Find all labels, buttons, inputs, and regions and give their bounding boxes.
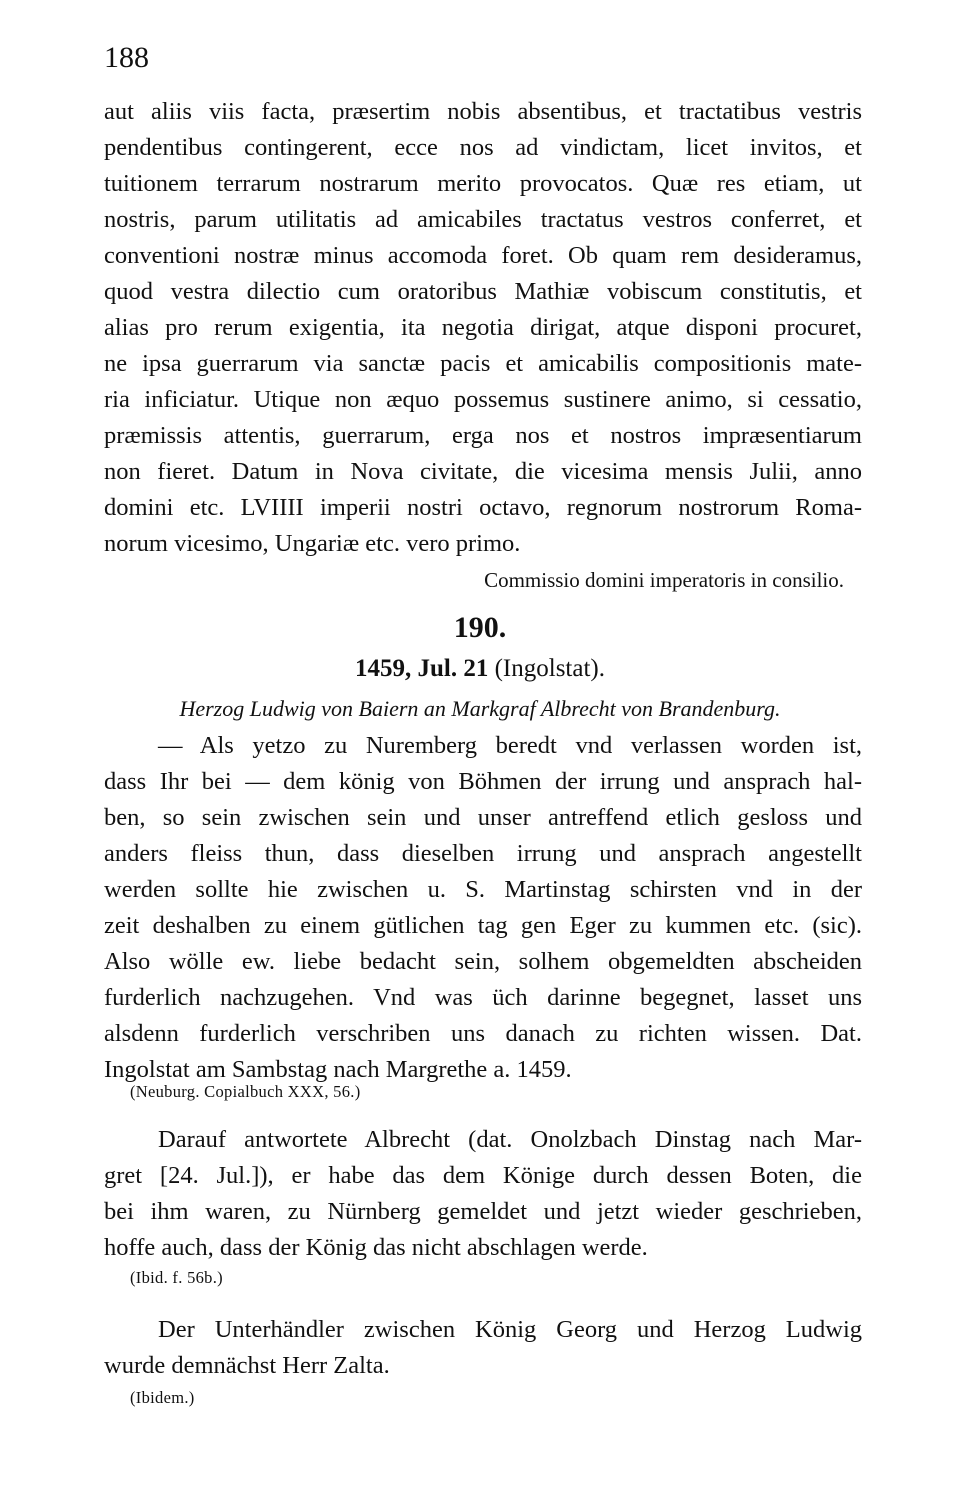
- text-line: ben, so sein zwischen sein und unser antreffend etlich gesloss und: [104, 804, 862, 831]
- text-line: conventioni nostræ minus accomoda foret. Ob quam rem desideramus,: [104, 242, 862, 269]
- text-line: werden sollte hie zwischen u. S. Martinstag schirsten vnd in der: [104, 876, 862, 903]
- document-body: [104, 728, 862, 1088]
- source-citation: (Ibid. f. 56b.): [130, 1268, 223, 1287]
- document-place: (Ingolstat).: [494, 655, 605, 682]
- text-line: pendentibus contingerent, ecce nos ad vindictam, licet invitos, et: [104, 134, 862, 161]
- document-date-bold: 1459, Jul. 21: [355, 655, 489, 682]
- text-line: bei ihm waren, zu Nürnberg gemeldet und jetzt wieder geschrieben,: [104, 1198, 862, 1225]
- text-line: wurde demnächst Herr Zalta.: [104, 1352, 390, 1379]
- text-line: norum vicesimo, Ungariæ etc. vero primo.: [104, 530, 521, 557]
- document-date: [0, 652, 960, 686]
- text-line: hoffe auch, dass der König das nicht abschlagen werde.: [104, 1234, 648, 1261]
- text-line: anders fleiss thun, dass dieselben irrung und ansprach angestellt: [104, 840, 862, 867]
- text-line: ne ipsa guerrarum via sanctæ pacis et amicabilis compositionis mate-: [104, 350, 862, 377]
- text-line: zeit deshalben zu einem gütlichen tag gen Eger zu kummen etc. (sic).: [104, 912, 862, 939]
- document-number: 190.: [453, 611, 507, 644]
- text-line: Ingolstat am Sambstag nach Margrethe a. 1459.: [104, 1056, 572, 1083]
- source-citation: (Neuburg. Copialbuch XXX, 56.): [130, 1082, 361, 1101]
- text-line: dass Ihr bei — dem könig von Böhmen der irrung und ansprach hal-: [104, 768, 862, 795]
- text-line: domini etc. LVIIII imperii nostri octavo, regnorum nostrorum Roma-: [104, 494, 862, 521]
- text-line: alias pro rerum exigentia, ita negotia dirigat, atque disponi procuret,: [104, 314, 862, 341]
- previous-letter-text: [104, 94, 862, 598]
- commission-note: Commissio domini imperatoris in consilio.: [484, 568, 844, 592]
- text-line: alsdenn furderlich verschriben uns danach zu richten wissen. Dat.: [104, 1020, 862, 1047]
- text-line: tuitionem terrarum nostrarum merito provocatos. Quæ res etiam, ut: [104, 170, 862, 197]
- text-line: nostris, parum utilitatis ad amicabiles tractatus vestros conferret, et: [104, 206, 862, 233]
- text-line: gret [24. Jul.]), er habe das dem Könige durch dessen Boten, die: [104, 1162, 862, 1189]
- reply-paragraph: [104, 1122, 862, 1266]
- document-heading: Herzog Ludwig von Baiern an Markgraf Albrecht von Brandenburg.: [179, 696, 781, 721]
- text-line: ria inficiatur. Utique non æquo possemus sustinere animo, si cessatio,: [104, 386, 862, 413]
- text-line: Der Unterhändler zwischen König Georg und Herzog Ludwig: [158, 1316, 862, 1343]
- closing-paragraph: [104, 1312, 862, 1384]
- text-line: Also wölle ew. liebe bedacht sein, solhem obgemeldten abscheiden: [104, 948, 862, 975]
- text-line: non fieret. Datum in Nova civitate, die vicesima mensis Julii, anno: [104, 458, 862, 485]
- source-citation: (Ibidem.): [130, 1388, 195, 1407]
- text-line: — Als yetzo zu Nuremberg beredt vnd verlassen worden ist,: [158, 732, 862, 759]
- text-line: præmissis attentis, guerrarum, erga nos et nostros impræsentiarum: [104, 422, 862, 449]
- text-line: quod vestra dilectio cum oratoribus Mathiæ vobiscum constitutis, et: [104, 278, 862, 305]
- text-line: aut aliis viis facta, præsertim nobis absentibus, et tractatibus vestris: [104, 98, 862, 125]
- text-line: furderlich nachzugehen. Vnd was üch darinne begegnet, lasset uns: [104, 984, 862, 1011]
- text-line: Darauf antwortete Albrecht (dat. Onolzbach Dinstag nach Mar-: [158, 1126, 862, 1153]
- page-number: 188: [104, 41, 149, 74]
